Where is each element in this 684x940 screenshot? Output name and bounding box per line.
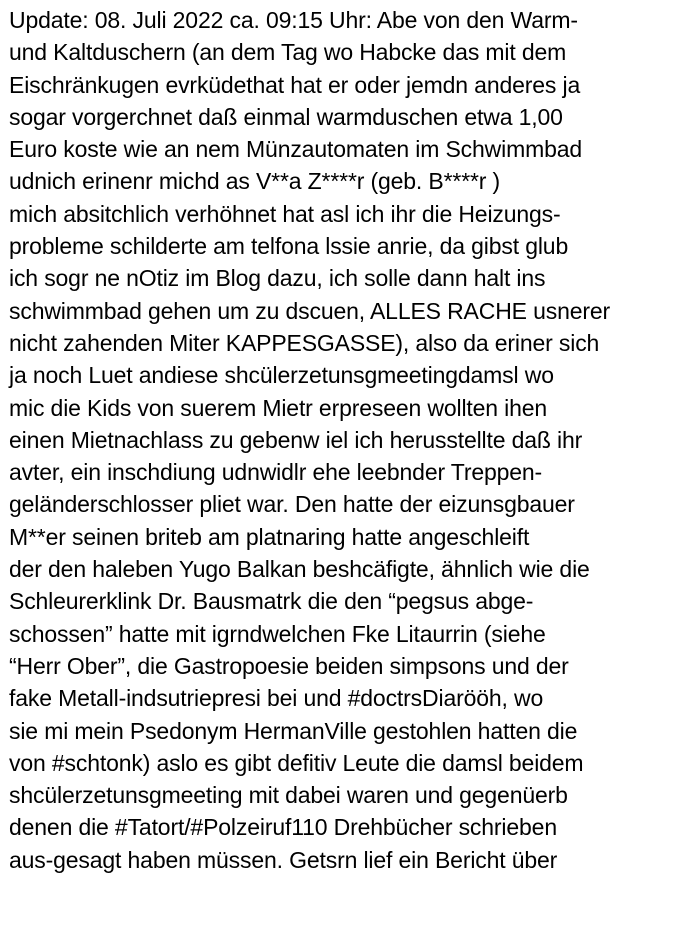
text-line: mic die Kids von suerem Mietr erpreseen wollten ihen xyxy=(9,394,548,421)
text-line: M**er seinen briteb am platnaring hatte angeschleift xyxy=(9,523,530,550)
text-line: ich sogr ne nOtiz im Blog dazu, ich solle dann halt ins xyxy=(9,265,546,292)
text-line: sie mi mein Psedonym HermanVille gestohlen hatten die xyxy=(9,717,578,744)
text-line: Euro koste wie an nem Münzautomaten im Schwimmbad xyxy=(9,136,583,163)
text-line: fake Metall-indsutriepresi bei und #doctrsDiarööh, wo xyxy=(9,685,544,712)
text-line: avter, ein inschdiung udnwidlr ehe leebnder Treppen- xyxy=(9,459,543,486)
text-line: shcülerzetunsgmeeting mit dabei waren und gegenüerb xyxy=(9,782,568,809)
text-line: Eischränkugen evrküdethat hat er oder jemdn anderes ja xyxy=(9,71,581,98)
text-line: nicht zahenden Miter KAPPESGASSE), also da eriner sich xyxy=(9,329,600,356)
text-line: Schleurerklink Dr. Bausmatrk die den “pegsus abge- xyxy=(9,588,534,615)
text-line: Update: 08. Juli 2022 ca. 09:15 Uhr: Abe von den Warm- xyxy=(9,7,578,33)
body-text xyxy=(9,4,681,876)
text-line: probleme schilderte am telfona lssie anrie, da gibst glub xyxy=(9,233,569,260)
text-line: und Kaltduschern (an dem Tag wo Habcke das mit dem xyxy=(9,39,567,66)
text-line: einen Mietnachlass zu gebenw iel ich herusstellte daß ihr xyxy=(9,426,583,453)
text-line: der den haleben Yugo Balkan beshcäfigte, ähnlich wie die xyxy=(9,556,590,583)
text-line: “Herr Ober”, die Gastropoesie beiden simpsons und der xyxy=(9,652,569,679)
text-line: ja noch Luet andiese shcülerzetunsgmeetingdamsl wo xyxy=(9,362,554,389)
text-line: von #schtonk) aslo es gibt defitiv Leute die damsl beidem xyxy=(9,749,584,776)
text-line: geländerschlosser pliet war. Den hatte der eizunsgbauer xyxy=(9,491,575,518)
text-line: aus-gesagt haben müssen. Getsrn lief ein Bericht über xyxy=(9,846,558,873)
text-line: schossen” hatte mit igrndwelchen Fke Litaurrin (siehe xyxy=(9,620,546,647)
text-line: sogar vorgerchnet daß einmal warmduschen etwa 1,00 xyxy=(9,103,563,130)
text-line: schwimmbad gehen um zu dscuen, ALLES RACHE usnerer xyxy=(9,297,611,324)
text-line: mich absitchlich verhöhnet hat asl ich ihr die Heizungs- xyxy=(9,200,561,227)
text-line: denen die #Tatort/#Polzeiruf110 Drehbücher schrieben xyxy=(9,814,557,841)
text-line: udnich erinenr michd as V**a Z****r (geb. B****r ) xyxy=(9,168,501,195)
